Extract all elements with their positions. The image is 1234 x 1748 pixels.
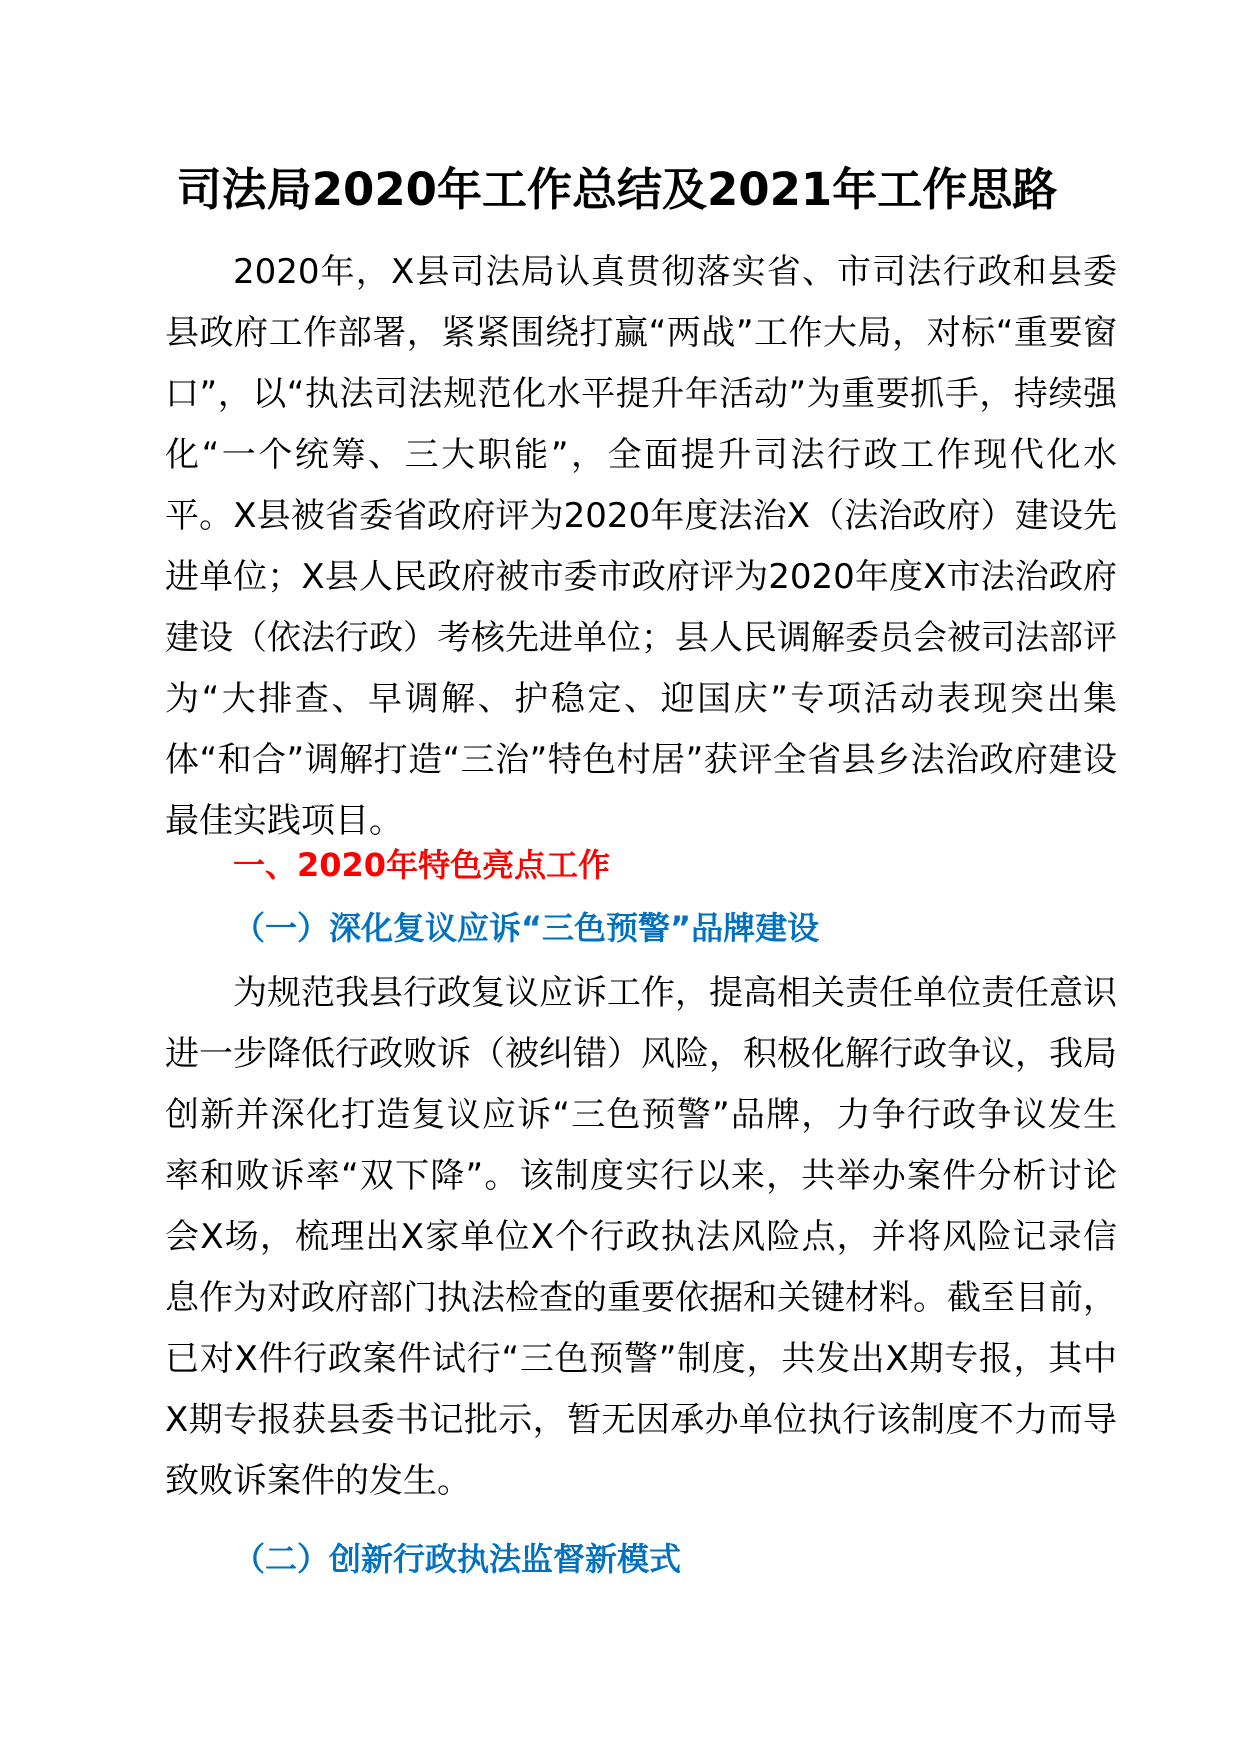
intro-paragraph: 2020年，X县司法局认真贯彻落实省、市司法行政和县委县政府工作部署，紧紧围绕打赢“两战”工作大局，对标“重要窗口”，以“执法司法规范化水平提升年活动”为重要抓手，持续强化“一个统筹、三大职能”，全面提升司法行政工作现代化水平。X县被省委省政府评为2020年度法治X（法治政府）建设先进单位；X县人民政府被市委市政府评为2020年度X市法治政府建设（依法行政）考核先进单位；县人民调解委员会被司法部评为“大排查、早调解、护稳定、迎国庆”专项活动表现突出集体“和合”调解打造“三治”特色村居”获评全省县乡法治政府建设最佳实践项目。 — [165, 252, 1117, 841]
section-heading-highlights: 一、2020年特色亮点工作 — [233, 846, 611, 884]
subsection-heading-enforcement-supervision: （二）创新行政执法监督新模式 — [233, 1540, 682, 1578]
document-title: 司法局2020年工作总结及2021年工作思路 — [176, 163, 1058, 216]
subsection-heading-three-color-warning: （一）深化复议应诉“三色预警”品牌建设 — [233, 909, 820, 947]
subsection-1-paragraph: 为规范我县行政复议应诉工作，提高相关责任单位责任意识进一步降低行政败诉（被纠错）风险，积极化解行政争议，我局创新并深化打造复议应诉“三色预警”品牌，力争行政争议发生率和败诉率“双下降”。该制度实行以来，共举办案件分析讨论会X场，梳理出X家单位X个行政执法风险点，并将风险记录信息作为对政府部门执法检查的重要依据和关键材料。截至目前，已对X件行政案件试行“三色预警”制度，共发出X期专报，其中X期专报获县委书记批示，暂无因承办单位执行该制度不力而导致败诉案件的发生。 — [165, 973, 1117, 1501]
